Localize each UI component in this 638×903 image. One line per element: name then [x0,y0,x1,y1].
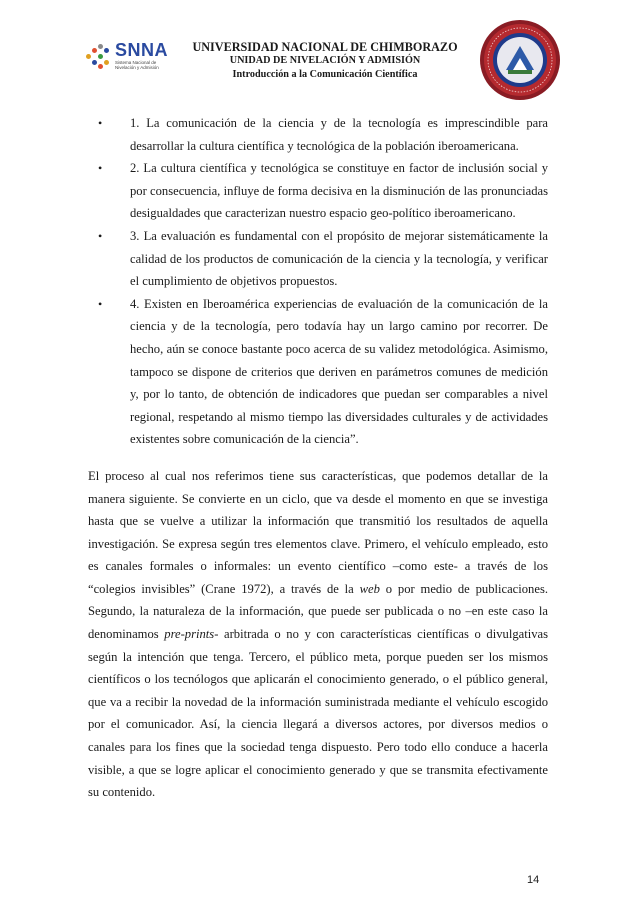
italic-term: web [359,581,380,596]
paragraph-text: El proceso al cual nos referimos tiene sus características, que podemos detallar de la manera siguiente. Se convierte en un ciclo, que va desde el momento en que se investiga hasta que se vuelve a utilizar la información que transmitió los resultados de aquella investigación. Se expresa según tres elementos clave. Primero, el vehículo empleado, esto es canales formales o informales: un evento científico –como este- a través de los “colegios invisibles” (Crane 1972), a través de la [88,468,548,596]
list-item [88,157,548,225]
bullet-icon: • [98,296,103,311]
conclusions-list [88,112,548,451]
body-paragraph [88,465,548,804]
list-item-text: 3. La evaluación es fundamental con el propósito de mejorar sistemáticamente la calidad de los productos de comunicación de la ciencia y la tecnología, y verificar el cumplimiento de objetivos propuestos. [130,228,548,289]
list-item [88,225,548,293]
italic-term: pre-prints [164,627,215,642]
unit-title: UNIDAD DE NIVELACIÓN Y ADMISIÓN [229,55,421,66]
list-item-text: 1. La comunicación de la ciencia y de la tecnología es imprescindible para desarrollar la cultura científica y tecnológica de la población iberoamericana. [130,116,548,153]
logo-dots-icon [84,44,114,70]
course-title: Introducción a la Comunicación Científica [232,69,418,80]
bullet-icon: • [98,161,103,176]
list-item [88,293,548,451]
logo-subtitle: Sistema Nacional de Nivelación y Admisión [115,60,159,70]
list-item-text: 2. La cultura científica y tecnológica se constituye en factor de inclusión social y por consecuencia, influye de forma decisiva en la disminución de las pronunciadas desigualdades que caracterizan nuestro espacio geo-político iberoamericano. [130,161,548,221]
list-item [88,112,548,157]
bullet-icon: • [98,228,103,243]
list-item-text: 4. Existen en Iberoamérica experiencias de evaluación de la comunicación de la ciencia y de la tecnología, pero todavía hay un largo camino por recorrer. De hecho, aún se conoce bastante poco acerca de su validez metodológica. Asimismo, tampoco se dispone de criterios que deriven en parámetros comunes de medición y, por lo tanto, de obtención de indicadores que puedan ser comparables a nivel regional, respetando al mismo tiempo las diversidades culturales y de actividades existentes sobre comunicación de la ciencia”. [130,296,548,447]
page-number: 14 [527,874,540,886]
paragraph-text: - arbitrada o no y con características científicas o divulgativas según la intención que tenga. Tercero, el público meta, porque pueden ser los mismos científicos o los tecnólogos que aplicarán el conocimiento generado, o el público general, que va a recibir la novedad de la información suministrada mediante el vehículo escogido por el comunicador. Así, la ciencia llegará a diversos actores, por diversos medios o canales para los fines que la sociedad tenga dispuesto. Pero todo ello conduce a hacerla visible, a que se logre aplicar el conocimiento generado y que se transmita efectivamente su contenido. [88,627,548,800]
main-content [88,112,548,804]
page-header [0,0,638,100]
university-title: UNIVERSIDAD NACIONAL DE CHIMBORAZO [192,40,458,54]
bullet-icon: • [98,116,103,130]
university-seal-icon [478,18,562,102]
paragraph-text: o por medio de publicaciones. Segundo, la naturaleza de la información, que puede ser publicada o no –en este caso la denominamos [88,581,548,642]
logo-text: SNNA [115,40,169,60]
